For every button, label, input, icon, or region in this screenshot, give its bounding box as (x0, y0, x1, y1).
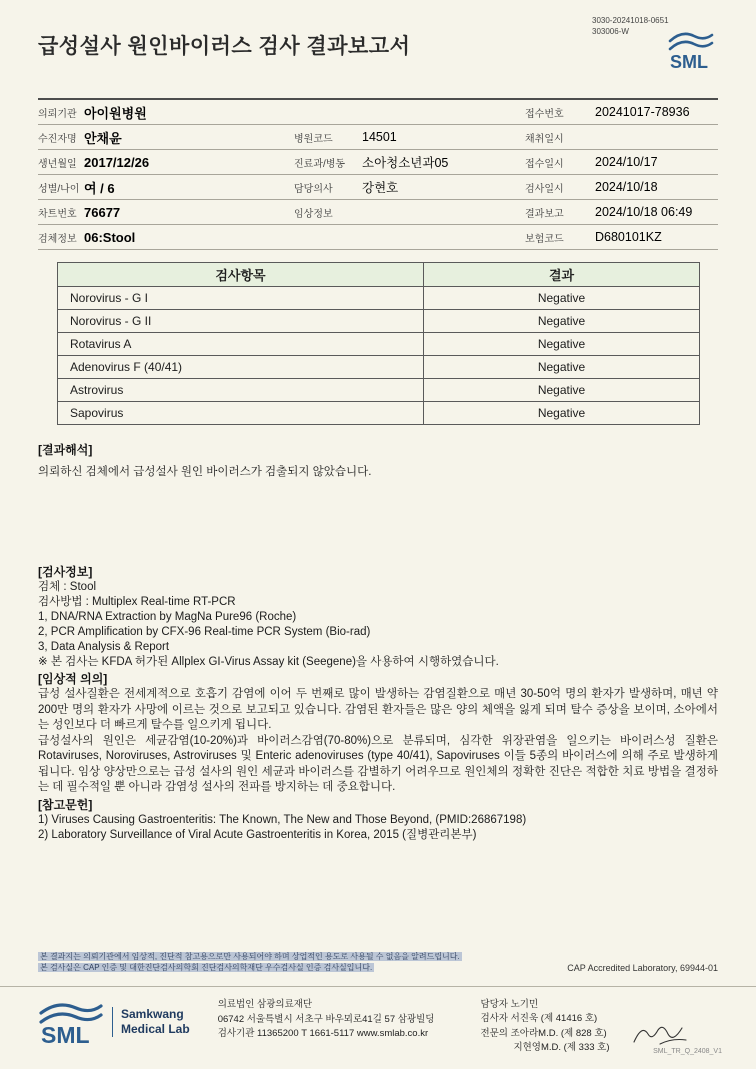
lab-address: 06742 서울특별시 서초구 바우뫼로41길 57 삼광빌딩 (217, 1013, 435, 1025)
result-row (58, 310, 700, 333)
disclaimer-line-2: 본 검사실은 CAP 인증 및 대한진단검사의학회 진단검사의학재단 우수검사실 인증 검사실입니다. (40, 963, 373, 972)
field-label: 결과보고 (525, 208, 564, 220)
lab-contact: 검사기관 11365200 T 1661-5117 www.smlab.co.kr (217, 1028, 429, 1040)
field-value: 2017/12/26 (84, 154, 150, 170)
field-label: 성별/나이 (38, 183, 80, 195)
test-name: Sapovirus (58, 402, 424, 425)
test-info-line: 1, DNA/RNA Extraction by MagNa Pure96 (Roche) (38, 611, 297, 623)
staff-block (480, 998, 609, 1055)
result-row (58, 356, 700, 379)
results-col-result: 결과 (424, 263, 700, 287)
sml-footer-logo-icon (38, 998, 104, 1046)
test-name: Norovirus - G II (58, 310, 424, 333)
field-label: 임상정보 (294, 208, 333, 220)
field-label: 접수번호 (525, 108, 564, 120)
field-label: 의뢰기관 (38, 108, 77, 120)
field-value: 안채윤 (84, 130, 122, 146)
references-heading: [참고문헌] (38, 797, 93, 812)
document-code-2: 303006-W (592, 26, 629, 36)
result-row (58, 402, 700, 425)
field-label: 생년월일 (38, 158, 77, 170)
cap-accreditation-text: CAP Accredited Laboratory, 69944-01 (567, 963, 718, 973)
test-info-section (38, 563, 718, 670)
reference-line: 2) Laboratory Surveillance of Viral Acute Gastroenteritis in Korea, 2015 (질병관리본부) (38, 828, 477, 841)
result-row (58, 333, 700, 356)
lab-name-line-2: Medical Lab (121, 1022, 190, 1036)
field-value: 14501 (362, 130, 397, 144)
clinical-paragraph-1: 급성 설사질환은 전세계적으로 호흡기 감염에 이어 두 번째로 많이 발생하는 감염질환으로 매년 30-50억 명의 환자가 발생하며, 매년 약 200만 명의 환자가 사망에 이르는 것으로 보고되고 있습니다. 감염된 환자들은 많은 양의 체액을 잃게 되며 탈수 증상을 보이며, 소아에서는 성인보다 더 빠르게 탈수를 일으키게 됩니다. (38, 688, 718, 731)
document-codes (592, 16, 669, 38)
test-info-line: 검체 : Stool (38, 581, 97, 593)
info-row (38, 150, 718, 175)
field-label: 담당의사 (294, 183, 333, 195)
test-info-line: ※ 본 검사는 KFDA 허가된 Allplex GI-Virus Assay kit (Seegene)을 사용하여 시행하였습니다. (38, 656, 499, 668)
footer (38, 998, 726, 1055)
patient-info-table (38, 98, 718, 250)
test-result: Negative (424, 379, 700, 402)
result-row (58, 287, 700, 310)
field-value: D680101KZ (595, 230, 662, 244)
info-row (38, 100, 718, 125)
lab-org-name: 의료법인 삼광의료재단 (217, 999, 313, 1010)
field-label: 보험코드 (525, 233, 564, 245)
references-section (38, 796, 718, 843)
test-result: Negative (424, 356, 700, 379)
staff-specialist-2: 지현영M.D. (제 333 호) (513, 1041, 610, 1053)
test-result: Negative (424, 333, 700, 356)
info-row (38, 200, 718, 225)
disclaimer-line-1: 본 결과지는 의뢰기관에서 임상적, 진단적 참고용으로만 사용되어야 하며 상업적인 용도로 사용될 수 없음을 알려드립니다. (40, 952, 460, 961)
field-value: 2024/10/18 (595, 180, 658, 194)
lab-name-line-1: Samkwang (121, 1007, 184, 1021)
clinical-significance-section (38, 670, 718, 796)
result-row (58, 379, 700, 402)
field-value: 2024/10/17 (595, 155, 658, 169)
test-name: Astrovirus (58, 379, 424, 402)
staff-specialist-1: 전문의 조아라M.D. (제 828 호) (480, 1027, 607, 1039)
test-info-line: 3, Data Analysis & Report (38, 641, 170, 653)
results-header-row (58, 263, 700, 287)
test-result: Negative (424, 287, 700, 310)
staff-tester: 검사자 서진욱 (제 41416 호) (480, 1013, 598, 1025)
page-title: 급성설사 원인바이러스 검사 결과보고서 (38, 35, 411, 58)
test-result: Negative (424, 402, 700, 425)
svg-text:SML: SML (41, 1022, 90, 1046)
field-value: 2024/10/18 06:49 (595, 205, 693, 219)
test-info-heading: [검사정보] (38, 565, 93, 579)
test-result: Negative (424, 310, 700, 333)
sml-logo (668, 28, 714, 77)
field-label: 채취일시 (525, 133, 564, 145)
report-header (0, 0, 756, 72)
disclaimer-lines (38, 951, 462, 973)
field-value: 소아청소년과05 (362, 156, 449, 170)
test-info-line: 2, PCR Amplification by CFX-96 Real-time PCR System (Bio-rad) (38, 626, 371, 638)
lab-name-en (112, 1007, 190, 1037)
reference-line: 1) Viruses Causing Gastroenteritis: The Known, The New and Those Beyond, (PMID:26867198) (38, 813, 527, 826)
clinical-heading: [임상적 의의] (38, 672, 108, 686)
field-label: 검사일시 (525, 183, 564, 195)
field-value: 여 / 6 (84, 180, 115, 196)
clinical-paragraph-2: 급성설사의 원인은 세균감염(10-20%)과 바이러스감염(70-80%)으로 분류되며, 심각한 위장관염을 일으키는 바이러스성 질환은 Rotaviruses, Noroviruses, Astroviruses 및 Enteric adenoviruses (type 40/41), Sapoviruses 이들 5종의 바이러스에 의해 주로 발생하게 됩니다. 임상 양상만으로는 급성 설사의 원인 세균과 바이러스를 감별하기 어려우므로 원인체의 정확한 진단은 적합한 치료 방법을 결정하는 데 필수적일 뿐 아니라 감염성 설사의 전파를 방지하는 데 중요합니다. (38, 734, 718, 793)
results-table (57, 262, 700, 425)
sml-footer-logo (38, 998, 190, 1046)
staff-manager: 담당자 노기민 (480, 999, 539, 1010)
interpretation-text: 의뢰하신 검체에서 급성설사 원인 바이러스가 검출되지 않았습니다. (38, 466, 372, 478)
field-label: 차트번호 (38, 208, 77, 220)
field-label: 접수일시 (525, 158, 564, 170)
field-label: 수진자명 (38, 133, 77, 145)
lab-address-block (218, 998, 435, 1042)
field-label: 검체정보 (38, 233, 77, 245)
document-code-1: 3030-20241018-0651 (592, 16, 669, 25)
interpretation-section (38, 441, 718, 479)
info-row (38, 175, 718, 200)
field-value: 강현호 (362, 181, 399, 195)
field-value: 아이원병원 (84, 105, 147, 121)
test-name: Adenovirus F (40/41) (58, 356, 424, 379)
test-name: Norovirus - G I (58, 287, 424, 310)
info-row (38, 225, 718, 250)
field-label: 병원코드 (294, 133, 333, 145)
field-value: 06:Stool (84, 229, 136, 245)
disclaimer-block (38, 951, 718, 973)
form-version-code: SML_TR_Q_2408_V1 (653, 1048, 722, 1055)
svg-text:SML: SML (670, 52, 708, 72)
interpretation-heading: [결과해석] (38, 443, 93, 457)
sml-logo-icon (668, 28, 714, 72)
field-value: 20241017-78936 (595, 105, 690, 119)
info-row (38, 125, 718, 150)
test-name: Rotavirus A (58, 333, 424, 356)
results-col-test-item: 검사항목 (58, 263, 424, 287)
field-label: 진료과/병동 (294, 158, 346, 170)
field-value: 76677 (84, 204, 121, 220)
test-info-line: 검사방법 : Multiplex Real-time RT-PCR (38, 596, 236, 608)
footer-divider (0, 986, 756, 987)
